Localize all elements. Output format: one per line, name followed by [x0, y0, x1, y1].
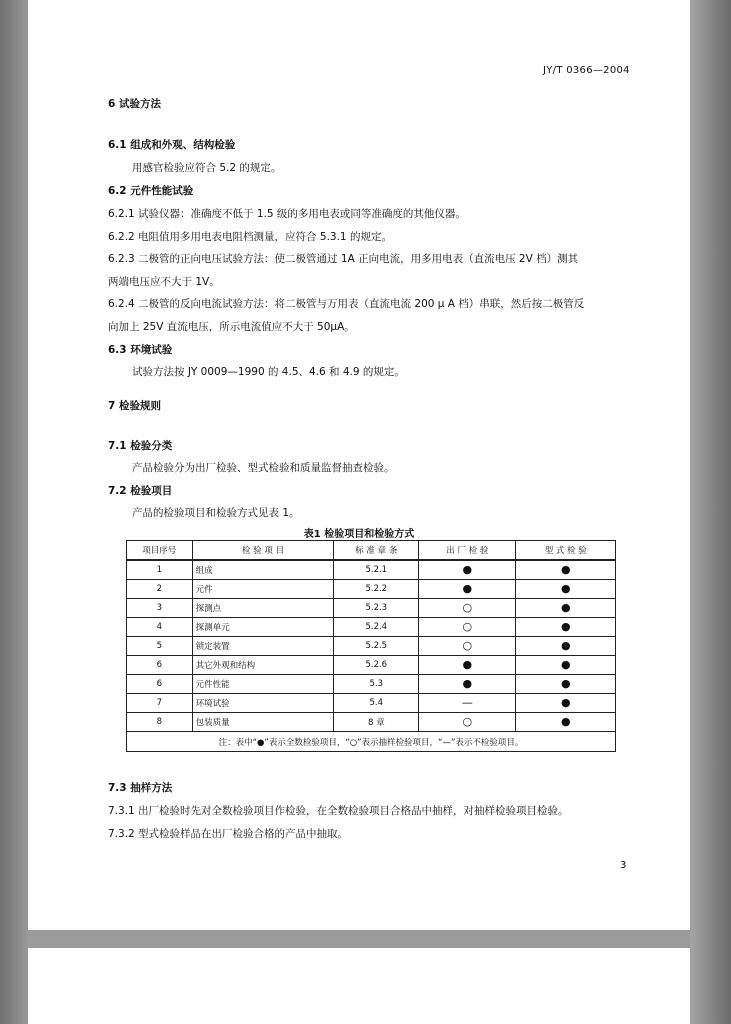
viewer-frame-left [0, 0, 28, 1024]
section-7-2-text: 产品的检验项目和检验方式见表 1。 [132, 507, 300, 519]
cell-type: ● [516, 675, 616, 694]
cell-clause: 5.2.6 [334, 656, 419, 675]
cell-no: 1 [127, 560, 193, 580]
cell-type: ● [516, 713, 616, 732]
section-6-title: 6 试验方法 [108, 98, 161, 110]
cell-type: ● [516, 637, 616, 656]
cell-factory: ○ [419, 599, 516, 618]
table-row [127, 656, 616, 675]
table-note-row [127, 732, 616, 752]
doc-code: JY/T 0366—2004 [543, 65, 630, 76]
cell-type: ● [516, 560, 616, 580]
cell-clause: 5.2.4 [334, 618, 419, 637]
cell-no: 2 [127, 580, 193, 599]
cell-no: 6 [127, 675, 193, 694]
section-6-2-1: 6.2.1 试验仪器：准确度不低于 1.5 级的多用电表或同等准确度的其他仪器。 [108, 208, 466, 220]
section-6-2-2: 6.2.2 电阻值用多用电表电阻档测量，应符合 5.3.1 的规定。 [108, 231, 392, 243]
header-item: 检 验 项 目 [192, 541, 334, 561]
cell-clause: 5.2.5 [334, 637, 419, 656]
table-row [127, 675, 616, 694]
next-page [28, 948, 690, 1024]
document-page [28, 0, 690, 930]
table-row [127, 637, 616, 656]
table-row [127, 580, 616, 599]
cell-item: 元件 [192, 580, 334, 599]
cell-factory: ○ [419, 637, 516, 656]
section-6-3-title: 6.3 环境试验 [108, 344, 173, 356]
section-7-1-text: 产品检验分为出厂检验、型式检验和质量监督抽查检验。 [132, 462, 395, 474]
cell-type: ● [516, 656, 616, 675]
section-6-2-4-line1: 6.2.4 二极管的反向电流试验方法：将二极管与万用表（直流电流 200 μ A 档）串联，然后按二极管反 [108, 298, 585, 310]
cell-factory: — [419, 694, 516, 713]
cell-no: 3 [127, 599, 193, 618]
section-7-1-title: 7.1 检验分类 [108, 440, 173, 452]
cell-clause: 5.2.1 [334, 560, 419, 580]
table-note: 注：表中“●”表示全数检验项目，“○”表示抽样检验项目，“—”表示不检验项目。 [127, 732, 616, 752]
cell-type: ● [516, 694, 616, 713]
cell-factory: ● [419, 560, 516, 580]
cell-item: 组成 [192, 560, 334, 580]
cell-type: ● [516, 599, 616, 618]
section-6-2-3-line1: 6.2.3 二极管的正向电压试验方法：使二极管通过 1A 正向电流，用多用电表（直流电压 2V 档）测其 [108, 253, 579, 265]
cell-clause: 5.2.3 [334, 599, 419, 618]
section-7-3-1: 7.3.1 出厂检验时先对全数检验项目作检验，在全数检验项目合格品中抽样，对抽样检验项目检验。 [108, 805, 569, 817]
cell-no: 7 [127, 694, 193, 713]
header-factory-inspection: 出 厂 检 验 [419, 541, 516, 561]
cell-type: ● [516, 580, 616, 599]
cell-no: 8 [127, 713, 193, 732]
section-6-2-4-line2: 向加上 25V 直流电压，所示电流值应不大于 50μA。 [108, 321, 355, 333]
table-row [127, 618, 616, 637]
cell-no: 4 [127, 618, 193, 637]
section-7-3-2: 7.3.2 型式检验样品在出厂检验合格的产品中抽取。 [108, 828, 349, 840]
table-1 [126, 540, 616, 752]
cell-no: 5 [127, 637, 193, 656]
section-6-1-text: 用感官检验应符合 5.2 的规定。 [132, 162, 282, 174]
cell-factory: ● [419, 675, 516, 694]
cell-clause: 5.3 [334, 675, 419, 694]
section-6-2-title: 6.2 元件性能试验 [108, 185, 194, 197]
cell-clause: 5.4 [334, 694, 419, 713]
cell-no: 6 [127, 656, 193, 675]
cell-item: 探测点 [192, 599, 334, 618]
cell-item: 环境试验 [192, 694, 334, 713]
table-header-row [127, 541, 616, 561]
section-7-title: 7 检验规则 [108, 400, 161, 412]
cell-clause: 5.2.2 [334, 580, 419, 599]
header-type-inspection: 型 式 检 验 [516, 541, 616, 561]
table-row [127, 560, 616, 580]
cell-item: 锁定装置 [192, 637, 334, 656]
cell-factory: ● [419, 656, 516, 675]
cell-factory: ○ [419, 713, 516, 732]
table-row [127, 599, 616, 618]
table-row [127, 694, 616, 713]
section-6-2-3-line2: 两端电压应不大于 1V。 [108, 276, 220, 288]
viewer-frame-right [690, 0, 731, 1024]
section-6-3-text: 试验方法按 JY 0009—1990 的 4.5、4.6 和 4.9 的规定。 [132, 366, 405, 378]
cell-factory: ● [419, 580, 516, 599]
section-7-2-title: 7.2 检验项目 [108, 485, 173, 497]
cell-clause: 8 章 [334, 713, 419, 732]
table-1-caption: 表1 检验项目和检验方式 [303, 529, 415, 540]
section-6-1-title: 6.1 组成和外观、结构检验 [108, 139, 236, 151]
cell-item: 探测单元 [192, 618, 334, 637]
page-number: 3 [620, 860, 627, 871]
cell-item: 元件性能 [192, 675, 334, 694]
header-item-no: 项目序号 [127, 541, 193, 561]
cell-item: 其它外观和结构 [192, 656, 334, 675]
cell-factory: ○ [419, 618, 516, 637]
header-clause: 标 准 章 条 [334, 541, 419, 561]
cell-item: 包装质量 [192, 713, 334, 732]
cell-type: ● [516, 618, 616, 637]
section-7-3-title: 7.3 抽样方法 [108, 782, 173, 794]
page-gap [28, 930, 690, 948]
table-row [127, 713, 616, 732]
